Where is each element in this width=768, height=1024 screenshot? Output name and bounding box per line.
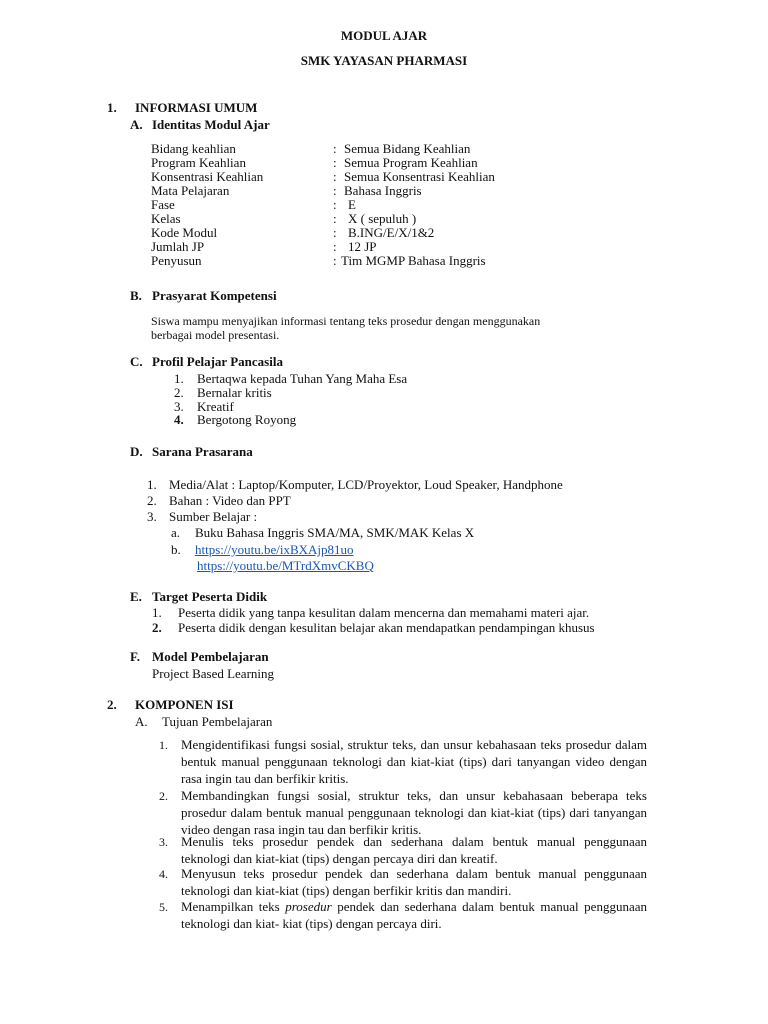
objective-text-em: prosedur [285,899,332,914]
youtube-link-2[interactable]: https://youtu.be/MTrdXmvCKBQ [197,558,374,573]
identity-label: Konsentrasi Keahlian [151,169,264,184]
sub-letter: b. [171,542,181,557]
section-1-number: 1. [107,100,117,115]
sub-item: Buku Bahasa Inggris SMA/MA, SMK/MAK Kelas X [195,525,475,540]
subsection-f-letter: F. [130,649,140,664]
list-item: Media/Alat : Laptop/Komputer, LCD/Proyektor, Loud Speaker, Handphone [169,477,563,492]
list-number: 1. [147,477,157,492]
identity-value: X ( sepuluh ) [348,211,417,226]
list-number: 1. [152,605,162,620]
list-item: Bernalar kritis [197,385,272,400]
list-item: Kreatif [197,399,234,414]
subsection-c-title: Profil Pelajar Pancasila [152,354,283,369]
identity-value: Bahasa Inggris [344,183,422,198]
subsection-b-title: Prasyarat Kompetensi [152,288,277,303]
prerequisite-line-1: Siswa mampu menyajikan informasi tentang teks prosedur dengan menggunakan [151,314,541,328]
subsection-a-title: Identitas Modul Ajar [152,117,270,132]
section-2-number: 2. [107,697,117,712]
identity-sep: : [333,141,337,156]
subsection-f-title: Model Pembelajaran [152,649,269,664]
list-number: 3. [159,835,168,849]
list-number: 2. [152,620,162,635]
identity-label: Penyusun [151,253,202,268]
list-item: Sumber Belajar : [169,509,258,524]
identity-label: Kelas [151,211,181,226]
list-number: 5. [159,900,168,914]
subsection-e-title: Target Peserta Didik [152,589,268,604]
list-number: 1. [174,371,184,386]
subsection-2a-letter: A. [135,714,148,729]
identity-sep: : [333,155,337,170]
identity-sep: : [333,253,337,268]
learning-objective [181,898,647,932]
list-number: 3. [147,509,157,524]
list-item: Bergotong Royong [197,412,297,427]
list-item: Bahan : Video dan PPT [169,493,291,508]
identity-value: B.ING/E/X/1&2 [348,225,435,240]
identity-value: Semua Konsentrasi Keahlian [344,169,495,184]
youtube-link-1[interactable]: https://youtu.be/ixBXAjp81uo [195,542,354,557]
learning-objective: Mengidentifikasi fungsi sosial, struktur teks, dan unsur kebahasaan teks prosedur dalam bentuk manual penggunaan teknologi dan kiat-kiat (tips) dari tanyangan video dengan rasa ingin tau dan berfikir kritis. [181,737,647,786]
identity-label: Program Keahlian [151,155,246,170]
list-number: 2. [159,789,168,803]
list-item: Bertaqwa kepada Tuhan Yang Maha Esa [197,371,408,386]
list-number: 4. [174,412,184,427]
identity-label: Kode Modul [151,225,218,240]
identity-sep: : [333,239,337,254]
list-number: 1. [159,738,168,752]
identity-value: Tim MGMP Bahasa Inggris [341,253,486,268]
identity-label: Fase [151,197,175,212]
identity-value: Semua Program Keahlian [344,155,478,170]
learning-objective: Menulis teks prosedur pendek dan sederhana dalam bentuk manual penggunaan teknologi dan kiat-kiat (tips) dengan percaya diri dan kreatif. [181,834,647,866]
identity-sep: : [333,183,337,198]
learning-model: Project Based Learning [152,666,275,681]
identity-label: Mata Pelajaran [151,183,230,198]
identity-value: Semua Bidang Keahlian [344,141,471,156]
school-name: SMK YAYASAN PHARMASI [300,53,468,68]
list-item: Peserta didik yang tanpa kesulitan dalam mencerna dan memahami materi ajar. [178,605,590,620]
learning-objective: Membandingkan fungsi sosial, struktur teks, dan unsur kebahasaan beberapa teks prosedur dalam bentuk manual penggunaan teknologi dan kiat-kiat (tips) dari tanyangan video dengan rasa ingin tau dan berfikir kritis. [181,788,647,837]
list-number: 4. [159,867,168,881]
identity-sep: : [333,197,337,212]
subsection-e-letter: E. [130,589,142,604]
subsection-d-letter: D. [130,444,143,459]
list-item: Peserta didik dengan kesulitan belajar akan mendapatkan pendampingan khusus [178,620,595,635]
section-2-title: KOMPONEN ISI [135,697,234,712]
subsection-2a-title: Tujuan Pembelajaran [162,714,273,729]
sub-letter: a. [171,525,181,540]
section-1-title: INFORMASI UMUM [135,100,258,115]
identity-label: Jumlah JP [151,239,205,254]
identity-sep: : [333,169,337,184]
list-number: 2. [147,493,157,508]
subsection-b-letter: B. [130,288,142,303]
learning-objective: Menyusun teks prosedur pendek dan sederhana dalam bentuk manual penggunaan teknologi dan kiat-kiat (tips) dengan berfikir kritis dan mandiri. [181,866,647,898]
list-number: 2. [174,385,184,400]
identity-value: 12 JP [348,239,377,254]
subsection-a-letter: A. [130,117,143,132]
subsection-d-title: Sarana Prasarana [152,444,253,459]
doc-title: MODUL AJAR [340,28,428,43]
subsection-c-letter: C. [130,354,143,369]
objective-text-post: pendek dan sederhana dalam bentuk manual penggunaan teknologi dan kiat- kiat (tips) dengan percaya diri. [181,899,647,931]
prerequisite-line-2: berbagai model presentasi. [151,328,280,342]
identity-value: E [348,197,356,212]
identity-label: Bidang keahlian [151,141,236,156]
objective-text-pre: Menampilkan teks [181,899,286,914]
list-number: 3. [174,399,184,414]
identity-sep: : [333,211,337,226]
identity-sep: : [333,225,337,240]
